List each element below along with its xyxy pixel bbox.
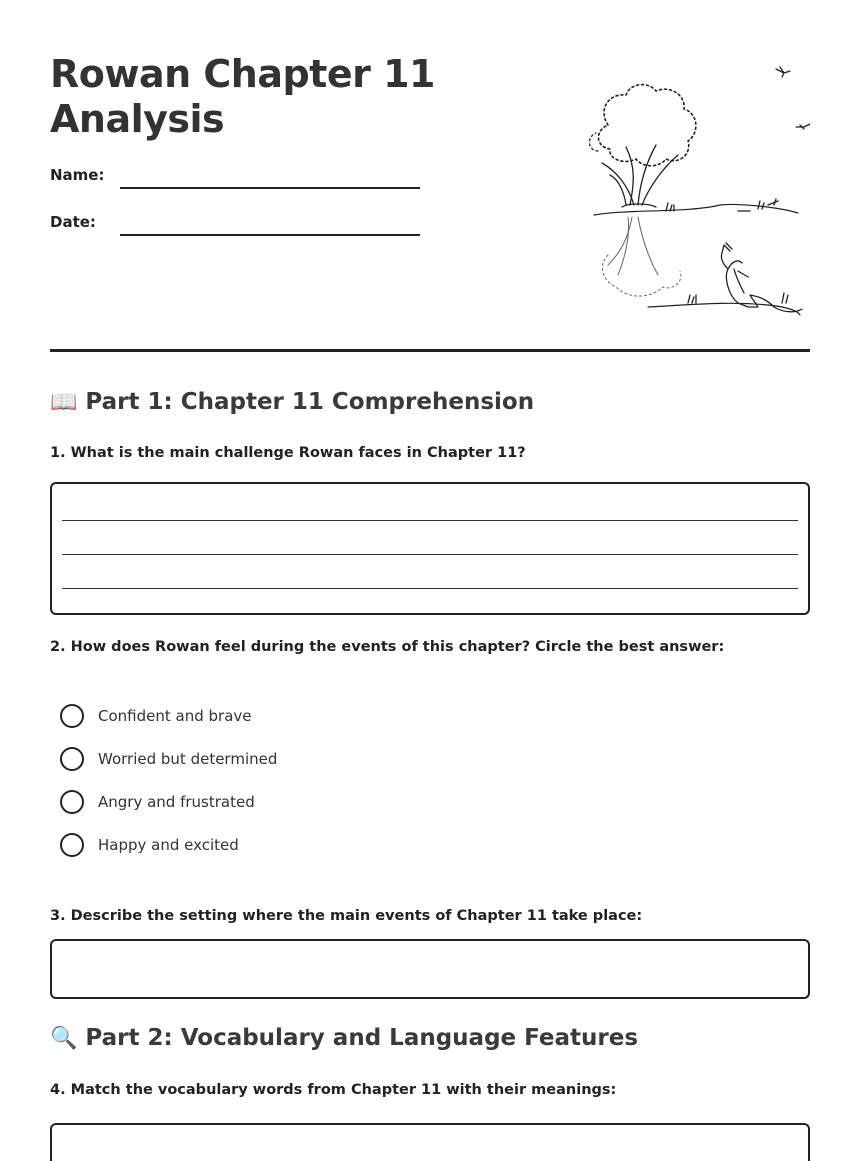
- date-label: Date:: [50, 213, 96, 231]
- radio-circle[interactable]: [60, 747, 84, 771]
- bird-icon: [776, 67, 790, 77]
- answer-line: [62, 520, 798, 521]
- radio-circle[interactable]: [60, 704, 84, 728]
- tree-trunk: [602, 145, 678, 207]
- name-field[interactable]: [120, 187, 420, 189]
- option-label: Happy and excited: [98, 836, 239, 854]
- answer-line: [62, 588, 798, 589]
- tree-canopy: [589, 85, 695, 166]
- question-1: 1. What is the main challenge Rowan faces in Chapter 11?: [50, 445, 526, 461]
- option-worried-but-determined[interactable]: [60, 747, 277, 771]
- title-line-2: Analysis: [50, 97, 225, 141]
- part1-heading: [50, 389, 534, 415]
- question-3: 3. Describe the setting where the main events of Chapter 11 take place:: [50, 908, 643, 924]
- option-label: Confident and brave: [98, 707, 252, 725]
- question-2: 2. How does Rowan feel during the events of this chapter? Circle the best answer:: [50, 639, 725, 655]
- answer-line: [62, 554, 798, 555]
- part1-heading-text: Part 1: Chapter 11 Comprehension: [85, 389, 535, 415]
- page-title: [50, 52, 470, 142]
- part2-heading-text: Part 2: Vocabulary and Language Features: [85, 1025, 639, 1051]
- radio-circle[interactable]: [60, 790, 84, 814]
- option-confident-and-brave[interactable]: [60, 704, 252, 728]
- date-field[interactable]: [120, 234, 420, 236]
- part2-heading: [50, 1025, 638, 1051]
- title-line-1: Rowan Chapter 11: [50, 52, 435, 96]
- answer-box-3[interactable]: [50, 939, 810, 999]
- answer-box-4[interactable]: [50, 1123, 810, 1161]
- bird-icon: [796, 123, 810, 129]
- answer-box-1[interactable]: [50, 482, 810, 615]
- section-divider: [50, 349, 810, 352]
- tree-kangaroo-illustration: [538, 55, 810, 325]
- magnifying-glass-icon: 🔍: [50, 1025, 78, 1051]
- option-angry-and-frustrated[interactable]: [60, 790, 255, 814]
- question-4: 4. Match the vocabulary words from Chapter 11 with their meanings:: [50, 1082, 617, 1098]
- kangaroo-icon: [721, 243, 802, 312]
- worksheet-page: [50, 0, 810, 1161]
- open-book-icon: 📖: [50, 389, 78, 415]
- option-label: Angry and frustrated: [98, 793, 255, 811]
- name-label: Name:: [50, 166, 105, 184]
- option-label: Worried but determined: [98, 750, 278, 768]
- radio-circle[interactable]: [60, 833, 84, 857]
- water-reflection: [602, 217, 680, 296]
- option-happy-and-excited[interactable]: [60, 833, 239, 857]
